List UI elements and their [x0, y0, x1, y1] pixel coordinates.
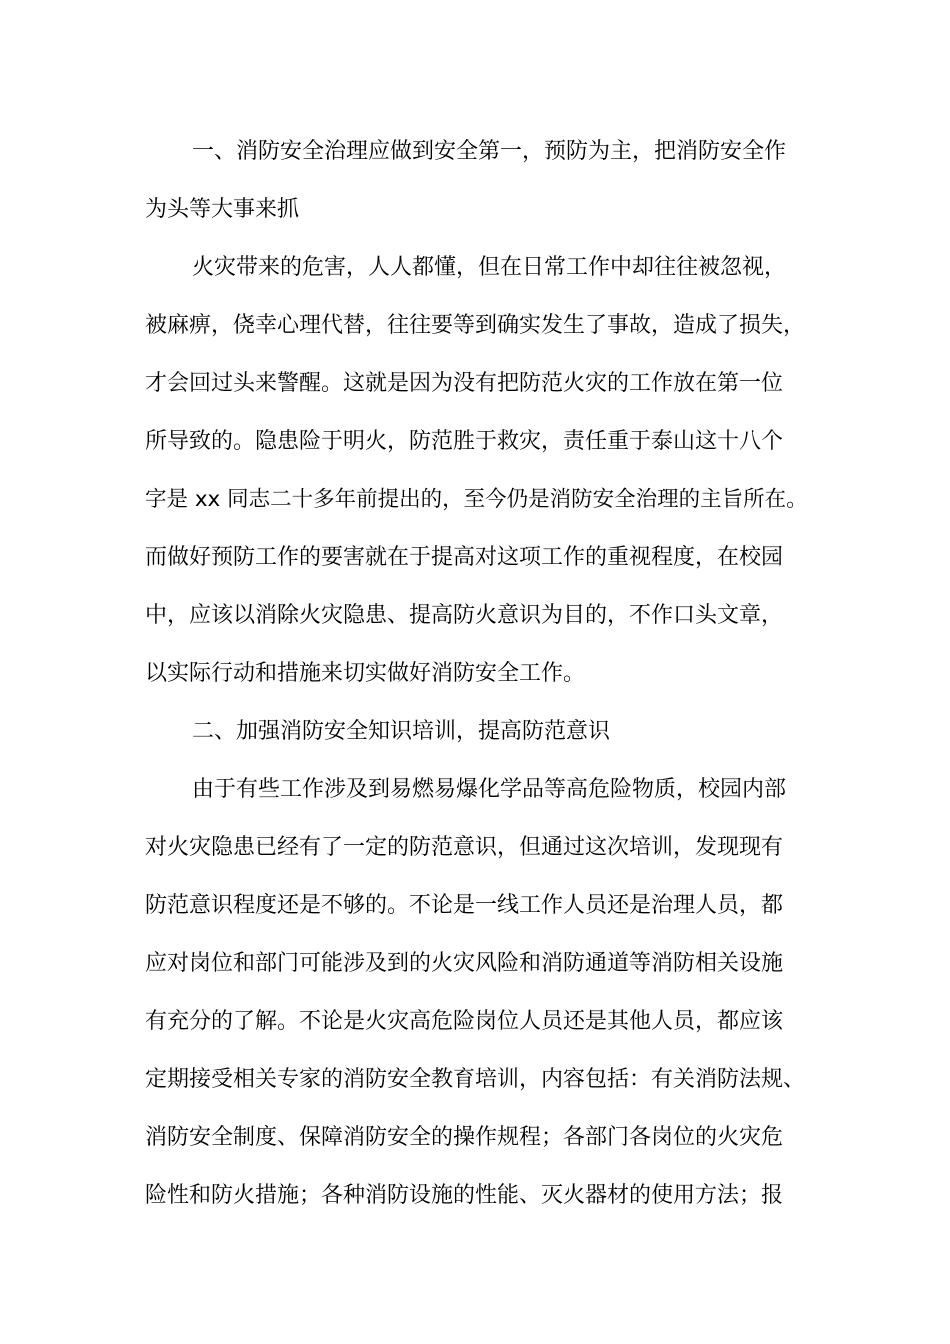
text-line: 由于有些工作涉及到易燃易爆化学品等高危险物质，校园内部 — [192, 777, 787, 802]
text-line: 消防安全制度、保障消防安全的操作规程；各部门各岗位的火灾危 — [145, 1125, 784, 1150]
text-line: 才会回过头来警醒。这就是因为没有把防范火灾的工作放在第一位 — [145, 371, 784, 396]
text-line: 而做好预防工作的要害就在于提高对这项工作的重视程度，在校园 — [145, 545, 784, 570]
text-line: 为头等大事来抓 — [145, 197, 300, 222]
section-heading: 二、加强消防安全知识培训，提高防范意识 — [192, 719, 611, 744]
text-line: 对火灾隐患已经有了一定的防范意识，但通过这次培训，发现现有 — [145, 835, 784, 860]
text-line: 险性和防火措施；各种消防设施的性能、灭火器材的使用方法；报 — [145, 1183, 784, 1208]
text-line: 被麻痹，侥幸心理代替，往往要等到确实发生了事故，造成了损失， — [145, 313, 806, 338]
text-line: 应对岗位和部门可能涉及到的火灾风险和消防通道等消防相关设施 — [145, 951, 784, 976]
text-line: 以实际行动和措施来切实做好消防安全工作。 — [145, 661, 586, 686]
text-line: 中，应该以消除火灾隐患、提高防火意识为目的，不作口头文章， — [145, 603, 784, 628]
text-line: 字是 xx 同志二十多年前提出的，至今仍是消防安全治理的主旨所在。 — [145, 487, 808, 512]
text-line: 有充分的了解。不论是火灾高危险岗位人员还是其他人员，都应该 — [145, 1009, 784, 1034]
text-line: 一、消防安全治理应做到安全第一，预防为主，把消防安全作 — [192, 139, 787, 164]
text-line: 所导致的。隐患险于明火，防范胜于救灾，责任重于泰山这十八个 — [145, 429, 784, 454]
text-line: 防范意识程度还是不够的。不论是一线工作人员还是治理人员，都 — [145, 893, 784, 918]
text-line: 火灾带来的危害，人人都懂，但在日常工作中却往往被忽视， — [192, 255, 787, 280]
text-line: 定期接受相关专家的消防安全教育培训，内容包括：有关消防法规、 — [145, 1067, 806, 1092]
